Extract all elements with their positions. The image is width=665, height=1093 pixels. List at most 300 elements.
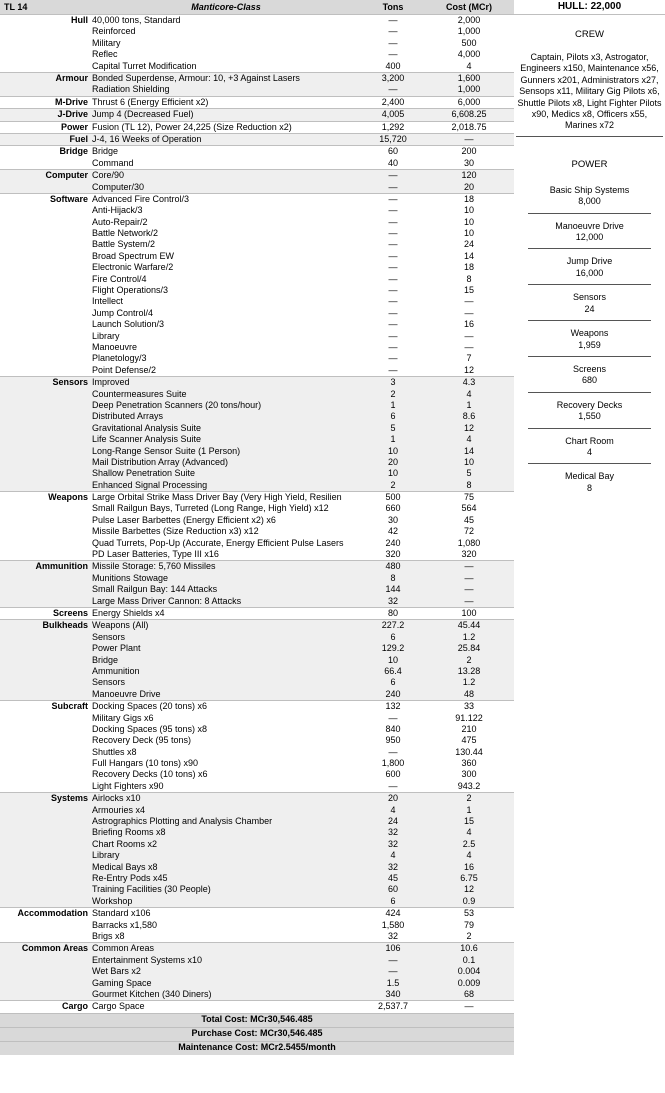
item-cost: 79 [463, 919, 474, 930]
item-cost: 120 [461, 170, 477, 181]
item-cost-cell [424, 121, 514, 133]
section-row [0, 492, 514, 561]
section-label: Accommodation [0, 908, 90, 943]
power-item-label: Chart Room [565, 435, 614, 446]
spec-body [0, 15, 514, 1014]
power-item-label: Sensors [572, 292, 607, 303]
power-item-value: 680 [581, 375, 598, 386]
item-cost: 25.84 [457, 643, 481, 654]
item-cost: 2,000 [457, 15, 481, 25]
item-cost: 10 [463, 228, 474, 239]
item-name: Shuttles x8 [92, 746, 137, 757]
item-name: Re-Entry Pods x45 [92, 872, 168, 883]
item-name: Advanced Fire Control/3 [92, 193, 190, 204]
item-cost: 500 [461, 37, 477, 48]
item-name: Jump Control/4 [92, 307, 154, 318]
side-panel [514, 0, 665, 1093]
item-tons-cell [362, 15, 424, 73]
section-row [0, 193, 514, 376]
item-tons: — [388, 966, 398, 977]
item-name: Library [92, 850, 120, 861]
item-name: Jump 4 (Decreased Fuel) [92, 109, 194, 120]
item-name: Medical Bays x8 [92, 861, 158, 872]
item-cost-cell [424, 377, 514, 492]
item-tons: — [388, 193, 398, 204]
item-cost: — [464, 296, 474, 307]
item-name: Bonded Superdense, Armour: 10, +3 Against Lasers [92, 72, 300, 83]
item-cost: 2 [466, 654, 472, 665]
total-cost-row [0, 1013, 514, 1027]
item-tons-cell [362, 146, 424, 170]
item-name: 40,000 tons, Standard [92, 15, 181, 25]
item-name-cell [90, 15, 362, 73]
cost-header: Cost (MCr) [424, 0, 514, 15]
item-name: Workshop [92, 895, 133, 906]
item-name: Briefing Rooms x8 [92, 827, 166, 838]
item-cost: — [464, 572, 474, 583]
item-name: Cargo Space [92, 1001, 145, 1012]
item-tons: 106 [385, 943, 401, 954]
item-tons: — [388, 15, 398, 25]
item-tons: 600 [385, 769, 401, 780]
item-tons-cell [362, 133, 424, 145]
section-label: Weapons [0, 492, 90, 561]
item-name: Shallow Penetration Suite [92, 468, 196, 479]
power-item-label: Manoeuvre Drive [555, 220, 624, 231]
section-label: J-Drive [0, 109, 90, 121]
section-row [0, 72, 514, 96]
item-name: Entertainment Systems x10 [92, 954, 203, 965]
power-item [528, 429, 651, 465]
item-tons: 2,400 [381, 96, 405, 107]
item-name: Gourmet Kitchen (340 Diners) [92, 988, 212, 999]
item-tons: 240 [385, 688, 401, 699]
power-item-label: Basic Ship Systems [549, 184, 630, 195]
item-cost: — [464, 342, 474, 352]
item-tons-cell [362, 170, 424, 194]
item-tons: 500 [385, 492, 401, 503]
item-name: Battle System/2 [92, 239, 156, 250]
power-item-label: Weapons [570, 328, 609, 339]
item-tons: 32 [387, 595, 398, 606]
section-row [0, 377, 514, 492]
item-name: J-4, 16 Weeks of Operation [92, 133, 202, 144]
item-cost: 0.9 [462, 895, 476, 906]
power-item-value: 24 [584, 303, 595, 314]
item-tons: — [388, 319, 398, 330]
item-name-cell [90, 96, 362, 108]
item-name: Life Scanner Analysis Suite [92, 434, 202, 445]
item-cost: 300 [461, 769, 477, 780]
section-label: Common Areas [0, 943, 90, 1001]
item-name: Large Orbital Strike Mass Driver Bay (Very High Yield, Resilien [92, 492, 342, 503]
item-tons-cell [362, 1001, 424, 1013]
item-name-cell [90, 133, 362, 145]
section-row [0, 561, 514, 608]
item-cost-cell [424, 620, 514, 701]
item-tons: 40 [387, 157, 398, 168]
item-cost-cell [424, 109, 514, 121]
item-name: Munitions Stowage [92, 572, 169, 583]
item-tons: — [388, 250, 398, 261]
item-tons: 10 [387, 445, 398, 456]
item-tons: — [388, 342, 398, 352]
item-tons: 80 [387, 607, 398, 618]
item-cost: 320 [461, 549, 477, 560]
purchase-cost-row [0, 1027, 514, 1041]
item-tons: 3 [390, 377, 396, 388]
item-name: Recovery Decks (10 tons) x6 [92, 769, 208, 780]
section-label: Sensors [0, 377, 90, 492]
item-tons: — [388, 262, 398, 273]
item-tons: 66.4 [384, 665, 402, 676]
item-tons: 840 [385, 723, 401, 734]
power-item [528, 464, 651, 499]
item-cost: 14 [463, 445, 474, 456]
item-cost: 18 [463, 193, 474, 204]
item-cost-cell [424, 492, 514, 561]
item-tons: — [388, 49, 398, 60]
item-tons-cell [362, 620, 424, 701]
tons-header: Tons [362, 0, 424, 15]
item-tons: 1 [390, 399, 396, 410]
item-cost: 10 [463, 216, 474, 227]
item-name: Standard x106 [92, 908, 151, 919]
item-cost: 16 [463, 861, 474, 872]
item-name: Energy Shields x4 [92, 607, 165, 618]
item-cost: 943.2 [457, 780, 481, 791]
section-label: Subcraft [0, 701, 90, 793]
item-name: Quad Turrets, Pop-Up (Accurate, Energy Efficient Pulse Lasers [92, 537, 344, 548]
crew-heading: CREW [574, 29, 605, 40]
item-cost: 45.44 [457, 620, 481, 631]
item-cost: 68 [463, 988, 474, 999]
item-tons: — [388, 84, 398, 95]
item-tons: 32 [387, 827, 398, 838]
item-tons: 227.2 [381, 620, 405, 631]
item-name: Weapons (All) [92, 620, 149, 631]
item-cost: 100 [461, 607, 477, 618]
section-row [0, 15, 514, 73]
item-cost: 1.2 [462, 631, 476, 642]
item-name-cell [90, 121, 362, 133]
item-cost-cell [424, 1001, 514, 1013]
power-item-value: 16,000 [575, 267, 604, 278]
section-row [0, 607, 514, 619]
item-tons: — [388, 712, 398, 723]
item-name: Gravitational Analysis Suite [92, 422, 202, 433]
item-name-cell [90, 193, 362, 376]
power-item-label: Jump Drive [566, 256, 613, 267]
item-name: Barracks x1,580 [92, 919, 158, 930]
item-name: Anti-Hijack/3 [92, 205, 143, 216]
item-cost: 6,608.25 [451, 109, 487, 120]
power-item [528, 178, 651, 214]
item-tons: 30 [387, 514, 398, 525]
item-tons: 2,537.7 [377, 1001, 409, 1012]
item-name: Flight Operations/3 [92, 285, 169, 296]
item-tons-cell [362, 701, 424, 793]
item-cost-cell [424, 943, 514, 1001]
item-name-cell [90, 109, 362, 121]
item-cost: 91.122 [455, 712, 483, 723]
item-tons: — [388, 307, 398, 318]
item-tons: — [388, 170, 398, 181]
item-tons-cell [362, 377, 424, 492]
item-cost: 2,018.75 [451, 121, 487, 132]
item-tons: — [388, 330, 398, 341]
item-name-cell [90, 701, 362, 793]
power-item-value: 1,550 [578, 411, 601, 422]
section-label: Software [0, 193, 90, 376]
item-name: Broad Spectrum EW [92, 250, 175, 261]
item-tons: 3,200 [381, 72, 405, 83]
item-tons: — [388, 296, 398, 307]
item-name-cell [90, 793, 362, 908]
item-cost: 4.3 [462, 377, 476, 388]
section-row [0, 96, 514, 108]
item-name: Small Railgun Bay: 144 Attacks [92, 584, 218, 595]
item-name: Wet Bars x2 [92, 966, 141, 977]
item-tons: 129.2 [381, 643, 405, 654]
item-cost-cell [424, 908, 514, 943]
item-cost-cell [424, 170, 514, 194]
item-tons: 32 [387, 861, 398, 872]
item-tons: 60 [387, 146, 398, 157]
section-row [0, 109, 514, 121]
item-cost: 210 [461, 723, 477, 734]
item-name-cell [90, 1001, 362, 1013]
item-tons: 240 [385, 537, 401, 548]
item-cost: — [464, 595, 474, 606]
item-tons: 42 [387, 526, 398, 537]
item-cost-cell [424, 793, 514, 908]
item-name: Docking Spaces (20 tons) x6 [92, 701, 208, 712]
item-name: Docking Spaces (95 tons) x8 [92, 723, 208, 734]
item-cost: 1,080 [457, 537, 481, 548]
tech-level-header: TL 14 [0, 0, 90, 15]
item-cost: 18 [463, 262, 474, 273]
item-name: Planetology/3 [92, 353, 147, 364]
item-cost: 1,600 [457, 72, 481, 83]
item-name: Gaming Space [92, 977, 152, 988]
item-tons: 424 [385, 908, 401, 919]
item-tons: — [388, 228, 398, 239]
item-tons-cell [362, 193, 424, 376]
item-name: Countermeasures Suite [92, 388, 187, 399]
item-cost: 12 [463, 422, 474, 433]
item-tons: — [388, 216, 398, 227]
item-name: Auto-Repair/2 [92, 216, 148, 227]
item-cost: 360 [461, 758, 477, 769]
section-row [0, 793, 514, 908]
item-tons-cell [362, 96, 424, 108]
item-tons: 340 [385, 988, 401, 999]
power-item-value: 1,959 [578, 339, 601, 350]
item-tons: 6 [390, 631, 396, 642]
item-cost: 4,000 [457, 49, 481, 60]
item-name: Battle Network/2 [92, 228, 159, 239]
item-name: Training Facilities (30 People) [92, 884, 211, 895]
item-cost-cell [424, 15, 514, 73]
item-tons: — [388, 239, 398, 250]
section-row [0, 701, 514, 793]
item-tons: 32 [387, 930, 398, 941]
item-name: Distributed Arrays [92, 411, 164, 422]
section-label: Computer [0, 170, 90, 194]
item-cost: 0.1 [462, 954, 476, 965]
item-cost: 16 [463, 319, 474, 330]
item-name: Core/90 [92, 170, 125, 181]
item-name: Radiation Shielding [92, 84, 170, 95]
item-cost: 8 [466, 479, 472, 490]
item-cost: 1 [466, 399, 472, 410]
section-label: Bulkheads [0, 620, 90, 701]
item-name: Bridge [92, 146, 119, 157]
item-tons: 320 [385, 549, 401, 560]
item-cost: 1,000 [457, 26, 481, 37]
item-cost-cell [424, 133, 514, 145]
item-name-cell [90, 607, 362, 619]
item-tons-cell [362, 109, 424, 121]
section-row [0, 1001, 514, 1013]
item-cost: 72 [463, 526, 474, 537]
item-cost: 20 [463, 181, 474, 192]
section-row [0, 170, 514, 194]
item-name: Sensors [92, 631, 126, 642]
item-cost: 10 [463, 205, 474, 216]
item-name: Library [92, 330, 120, 341]
item-cost-cell [424, 701, 514, 793]
item-name: Manoeuvre Drive [92, 688, 161, 699]
total-cost: Total Cost: MCr30,546.485 [0, 1013, 514, 1027]
power-item [528, 285, 651, 321]
item-name: Military Gigs x6 [92, 712, 154, 723]
power-heading: POWER [571, 158, 608, 170]
item-name: Light Fighters x90 [92, 780, 164, 791]
section-label: Armour [0, 72, 90, 96]
power-item [528, 214, 651, 250]
item-cost: 4 [466, 434, 472, 445]
item-name: Capital Turret Modification [92, 60, 197, 71]
item-cost: 0.009 [457, 977, 481, 988]
section-label: Ammunition [0, 561, 90, 608]
item-tons: — [388, 205, 398, 216]
item-name-cell [90, 943, 362, 1001]
section-row [0, 620, 514, 701]
item-tons: 8 [390, 572, 396, 583]
item-cost: — [464, 330, 474, 341]
item-tons-cell [362, 607, 424, 619]
section-label: Fuel [0, 133, 90, 145]
item-tons-cell [362, 121, 424, 133]
item-cost: 1,000 [457, 84, 481, 95]
item-cost: 1.2 [462, 677, 476, 688]
power-item [528, 321, 651, 357]
item-name: Sensors [92, 677, 126, 688]
item-tons: 5 [390, 422, 396, 433]
item-cost: — [464, 133, 474, 144]
item-name: Manoeuvre [92, 342, 138, 352]
item-tons: — [388, 181, 398, 192]
item-tons-cell [362, 492, 424, 561]
item-cost: — [464, 1001, 474, 1012]
item-name: Military [92, 37, 121, 48]
section-label: Bridge [0, 146, 90, 170]
item-tons: — [388, 273, 398, 284]
item-name: Armouries x4 [92, 804, 146, 815]
item-cost: 12 [463, 884, 474, 895]
item-tons: — [388, 746, 398, 757]
item-tons: 400 [385, 60, 401, 71]
power-item [528, 357, 651, 393]
item-tons: 480 [385, 561, 401, 572]
section-row [0, 908, 514, 943]
item-cost-cell [424, 561, 514, 608]
item-name: Reflec [92, 49, 118, 60]
item-cost-cell [424, 193, 514, 376]
item-tons: 10 [387, 654, 398, 665]
item-cost: 8 [466, 273, 472, 284]
item-name-cell [90, 377, 362, 492]
item-cost-cell [424, 96, 514, 108]
item-cost: 564 [461, 503, 477, 514]
item-tons: 6 [390, 895, 396, 906]
power-item [528, 249, 651, 285]
item-cost: 53 [463, 908, 474, 919]
item-name: Astrographics Plotting and Analysis Chamber [92, 816, 273, 827]
section-label: Screens [0, 607, 90, 619]
item-name: Recovery Deck (95 tons) [92, 735, 192, 746]
item-tons: — [388, 954, 398, 965]
item-name: Long-Range Sensor Suite (1 Person) [92, 445, 241, 456]
section-label: M-Drive [0, 96, 90, 108]
item-cost: 2 [466, 793, 472, 804]
item-tons: 24 [387, 816, 398, 827]
item-name: Mail Distribution Array (Advanced) [92, 456, 229, 467]
crew-list: Captain, Pilots x3, Astrogator, Engineers x150, Maintenance x56, Gunners x201, Administrators x27, Sensops x11, Military Gig Pilots x6, Shuttle Pilots x8, Light Fighter Pilots x90, Medics x8, Officers x55, Marines x72 [516, 52, 663, 137]
item-cost: 33 [463, 701, 474, 712]
item-cost-cell [424, 607, 514, 619]
item-cost: — [464, 307, 474, 318]
item-name: Small Railgun Bays, Turreted (Long Range, High Yield) x12 [92, 503, 329, 514]
item-cost: 45 [463, 514, 474, 525]
item-name: Airlocks x10 [92, 793, 141, 804]
item-name: Ammunition [92, 665, 140, 676]
item-name-cell [90, 72, 362, 96]
item-tons: 950 [385, 735, 401, 746]
item-cost: 30 [463, 157, 474, 168]
item-cost: 2 [466, 930, 472, 941]
item-tons: 20 [387, 793, 398, 804]
item-name: Deep Penetration Scanners (20 tons/hour) [92, 399, 262, 410]
item-name: Missile Barbettes (Size Reduction x3) x12 [92, 526, 259, 537]
item-tons: 1.5 [386, 977, 400, 988]
item-tons: 132 [385, 701, 401, 712]
item-name: Bridge [92, 654, 119, 665]
item-cost: 10 [463, 456, 474, 467]
item-name: Improved [92, 377, 130, 388]
item-cost-cell [424, 146, 514, 170]
item-tons: 45 [387, 872, 398, 883]
item-tons: 144 [385, 584, 401, 595]
item-name: Power Plant [92, 643, 141, 654]
item-cost: 130.44 [455, 746, 483, 757]
item-tons: 32 [387, 838, 398, 849]
item-cost: 75 [463, 492, 474, 503]
item-cost: 4 [466, 827, 472, 838]
item-tons: 60 [387, 884, 398, 895]
